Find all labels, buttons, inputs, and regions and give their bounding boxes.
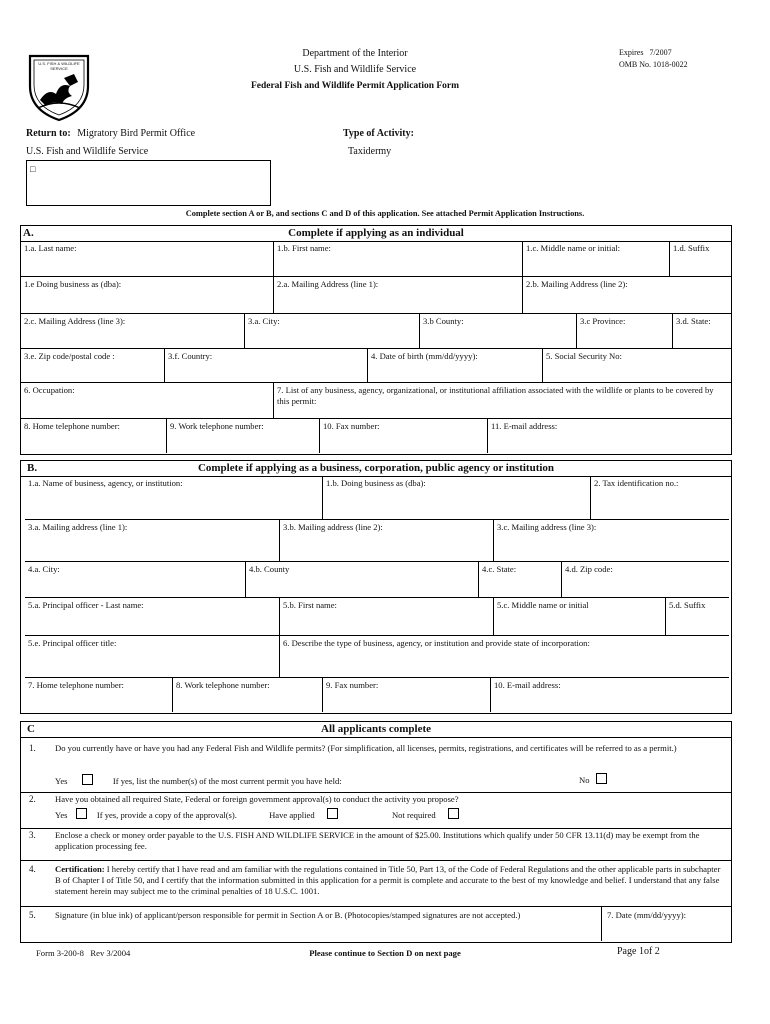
c-q2-yes-detail: If yes, provide a copy of the approval(s). (96, 810, 237, 820)
a-last-name-field[interactable] (21, 241, 274, 277)
c-q2-yes-label: Yes (55, 810, 68, 820)
c-q1-number: 1. (29, 743, 36, 753)
a-address1-label: 2.a. Mailing Address (line 1): (277, 279, 379, 289)
section-b-title: Complete if applying as a business, corporation, public agency or institution (197, 462, 555, 474)
b-officer-suffix-label: 5.d. Suffix (669, 600, 706, 610)
c-q4 (21, 860, 731, 907)
a-last-name-label: 1.a. Last name: (24, 243, 77, 253)
b-officer-first-label: 5.b. First name: (283, 600, 337, 610)
section-b (20, 460, 732, 714)
c-q1-yes-option (55, 776, 342, 786)
c-q1-text: Do you currently have or have you had any Federal Fish and Wildlife permits? (For simplification, all licenses, permits, registrations, and certificates will be referred to as a permit.) (55, 743, 677, 753)
c-q2-text: Have you obtained all required State, Federal or foreign government approval(s) to conduct the activity you propose? (55, 794, 459, 804)
page-number: Page 1of 2 (617, 946, 660, 957)
section-c (20, 721, 732, 943)
b-officer-last-field[interactable] (25, 598, 280, 636)
b-address1-label: 3.a. Mailing address (line 1): (28, 522, 128, 532)
service-name: U.S. Fish and Wildlife Service (293, 64, 417, 75)
department-name: Department of the Interior (302, 48, 408, 59)
b-officer-middle-field[interactable] (494, 598, 666, 636)
b-home-phone-field[interactable] (25, 678, 173, 712)
address-box-mark: □ (30, 164, 36, 174)
section-a (20, 225, 732, 455)
b-city-label: 4.a. City: (28, 564, 60, 574)
c-q1-yes-checkbox[interactable] (82, 774, 93, 785)
a-first-name-field[interactable] (274, 241, 523, 277)
b-email-field[interactable] (491, 678, 729, 712)
omb-number: OMB No. 1018-0022 (619, 60, 688, 69)
a-affiliation-field[interactable] (274, 383, 731, 419)
a-country-field[interactable] (165, 349, 368, 383)
section-b-letter: B. (27, 462, 38, 474)
c-q2-not-required-label: Not required (391, 810, 436, 820)
a-province-field[interactable] (577, 314, 673, 349)
c-q3-text: Enclose a check or money order payable to the U.S. FISH AND WILDLIFE SERVICE in the amount of $25.00. Institutions which qualify under 50 CFR 13.11(d) may be exempt from the application processing fee. (55, 830, 700, 852)
return-to-service: U.S. Fish and Wildlife Service (26, 146, 149, 157)
a-address2-field[interactable] (523, 277, 731, 314)
b-address3-label: 3.c. Mailing address (line 3): (497, 522, 597, 532)
section-a-letter: A. (23, 227, 34, 239)
b-address3-field[interactable] (494, 520, 729, 562)
a-state-field[interactable] (673, 314, 731, 349)
a-dob-field[interactable] (368, 349, 543, 383)
instructions: Complete section A or B, and sections C and D of this application. See attached Permit Application Instructions. (185, 209, 585, 218)
address-label-box[interactable] (26, 160, 271, 206)
c-q1-yes-label: Yes (55, 776, 68, 786)
c-q4-number: 4. (29, 864, 36, 874)
b-dba-label: 1.b. Doing business as (dba): (326, 478, 426, 488)
a-occupation-field[interactable] (21, 383, 274, 419)
a-occupation-label: 6. Occupation: (24, 385, 75, 395)
b-tax-id-field[interactable] (591, 476, 729, 520)
a-country-label: 3.f. Country: (168, 351, 213, 361)
b-officer-title-label: 5.e. Principal officer title: (28, 638, 117, 648)
c-q4-certification-label: Certification: (55, 864, 105, 874)
a-middle-name-label: 1.c. Middle name or initial: (526, 243, 621, 253)
return-to (26, 128, 195, 139)
a-fax-field[interactable] (320, 419, 488, 453)
b-work-phone-label: 8. Work telephone number: (176, 680, 270, 690)
b-address2-field[interactable] (280, 520, 494, 562)
c-q4-text-block (55, 864, 723, 898)
c-q5-number: 5. (29, 910, 36, 920)
b-county-field[interactable] (246, 562, 479, 598)
a-county-field[interactable] (420, 314, 577, 349)
c-q5-date-label: 7. Date (mm/dd/yyyy): (607, 910, 687, 920)
b-address1-field[interactable] (25, 520, 280, 562)
c-q5-signature-field[interactable] (21, 906, 602, 941)
b-describe-label: 6. Describe the type of business, agency, or institution and provide state of incorporation: (283, 638, 590, 648)
c-q2-yes-checkbox[interactable] (76, 808, 87, 819)
a-ssn-field[interactable] (543, 349, 731, 383)
activity-value: Taxidermy (348, 146, 392, 157)
form-number: Form 3-200-8 Rev 3/2004 (36, 948, 131, 958)
return-to-label: Return to: (26, 128, 71, 139)
b-address2-label: 3.b. Mailing address (line 2): (283, 522, 383, 532)
a-state-label: 3.d. State: (676, 316, 711, 326)
b-describe-field[interactable] (280, 636, 729, 678)
b-work-phone-field[interactable] (173, 678, 323, 712)
b-officer-suffix-field[interactable] (666, 598, 729, 636)
b-county-label: 4.b. County (249, 564, 290, 574)
c-q1-no-option (579, 775, 607, 785)
a-home-phone-field[interactable] (21, 419, 167, 453)
a-email-field[interactable] (488, 419, 731, 453)
a-affiliation-label: 7. List of any business, agency, organizational, or institutional affiliation associated with the wildlife or plants to be covered by this permit: (277, 385, 714, 406)
b-business-name-label: 1.a. Name of business, agency, or institution: (28, 478, 183, 488)
a-address2-label: 2.b. Mailing Address (line 2): (526, 279, 628, 289)
b-dba-field[interactable] (323, 476, 591, 520)
c-q1-yes-detail: If yes, list the number(s) of the most current permit you have held: (112, 776, 342, 786)
expiration-date: Expires 7/2007 (619, 48, 672, 57)
a-ssn-label: 5. Social Security No: (546, 351, 622, 361)
c-q2-not-required-checkbox[interactable] (448, 808, 459, 819)
a-address3-label: 2.c. Mailing Address (line 3): (24, 316, 126, 326)
a-suffix-label: 1.d. Suffix (673, 243, 710, 253)
a-fax-label: 10. Fax number: (323, 421, 380, 431)
a-dba-field[interactable] (21, 277, 274, 314)
c-q3-number: 3. (29, 830, 36, 840)
c-q5-date-field[interactable] (601, 906, 731, 941)
c-q1 (21, 737, 731, 793)
b-business-name-field[interactable] (25, 476, 323, 520)
a-city-field[interactable] (245, 314, 420, 349)
a-work-phone-label: 9. Work telephone number: (170, 421, 264, 431)
c-q4-text: I hereby certify that I have read and am familiar with the regulations contained in Title 50, Part 13, of the Code of Federal Regulations and the other applicable parts in subchapter B of Chapter I of Title 50, and I certify that the information submitted in this application for a permit is complete and accurate to the best of my knowledge and belief. I understand that any false statement herein may subject me to the criminal penalties of 18 U.S.C. 1001. (55, 864, 721, 897)
b-officer-first-field[interactable] (280, 598, 494, 636)
a-zip-label: 3.e. Zip code/postal code : (24, 351, 115, 361)
c-q2-number: 2. (29, 794, 36, 804)
b-zip-field[interactable] (562, 562, 729, 598)
b-officer-title-field[interactable] (25, 636, 280, 678)
c-q1-no-label: No (579, 775, 590, 785)
b-state-field[interactable] (479, 562, 562, 598)
a-suffix-field[interactable] (670, 241, 731, 277)
c-q2-applied-checkbox[interactable] (327, 808, 338, 819)
a-work-phone-field[interactable] (167, 419, 320, 453)
b-fax-field[interactable] (323, 678, 491, 712)
a-address3-field[interactable] (21, 314, 245, 349)
c-q2-applied-label: Have applied (269, 810, 315, 820)
a-province-label: 3.c Province: (580, 316, 626, 326)
a-dob-label: 4. Date of birth (mm/dd/yyyy): (371, 351, 478, 361)
section-c-title: All applicants complete (321, 723, 431, 735)
b-fax-label: 9. Fax number: (326, 680, 379, 690)
section-b-header (21, 461, 731, 477)
a-first-name-label: 1.b. First name: (277, 243, 331, 253)
a-home-phone-label: 8. Home telephone number: (24, 421, 120, 431)
section-a-header (21, 226, 731, 242)
b-officer-middle-label: 5.c. Middle name or initial (497, 600, 589, 610)
c-q5-text: Signature (in blue ink) of applicant/person responsible for permit in Section A or B. (Photocopies/stamped signatures are not accepted.) (55, 910, 521, 920)
return-to-office: Migratory Bird Permit Office (77, 128, 196, 139)
logo-text: U.S. FISH & WILDLIFE SERVICE (38, 61, 80, 71)
a-address1-field[interactable] (274, 277, 523, 314)
c-q2-options (55, 810, 459, 820)
c-q1-no-checkbox[interactable] (596, 773, 607, 784)
c-q2 (21, 792, 731, 829)
b-home-phone-label: 7. Home telephone number: (28, 680, 124, 690)
a-email-label: 11. E-mail address: (491, 421, 558, 431)
section-c-letter: C (27, 723, 35, 735)
form-title: Federal Fish and Wildlife Permit Application Form (250, 81, 460, 91)
continue-note: Please continue to Section D on next page (309, 948, 461, 958)
b-city-field[interactable] (25, 562, 246, 598)
c-q3 (21, 828, 731, 861)
b-state-label: 4.c. State: (482, 564, 517, 574)
a-county-label: 3.b County: (423, 316, 464, 326)
a-middle-name-field[interactable] (523, 241, 670, 277)
section-a-title: Complete if applying as an individual (288, 227, 464, 239)
a-dba-label: 1.e Doing business as (dba): (24, 279, 122, 289)
a-city-label: 3.a. City: (248, 316, 280, 326)
a-zip-field[interactable] (21, 349, 165, 383)
activity-label: Type of Activity: (343, 128, 414, 139)
section-c-header (21, 722, 731, 738)
b-tax-id-label: 2. Tax identification no.: (594, 478, 679, 488)
b-officer-last-label: 5.a. Principal officer - Last name: (28, 600, 144, 610)
b-email-label: 10. E-mail address: (494, 680, 561, 690)
b-zip-label: 4.d. Zip code: (565, 564, 613, 574)
